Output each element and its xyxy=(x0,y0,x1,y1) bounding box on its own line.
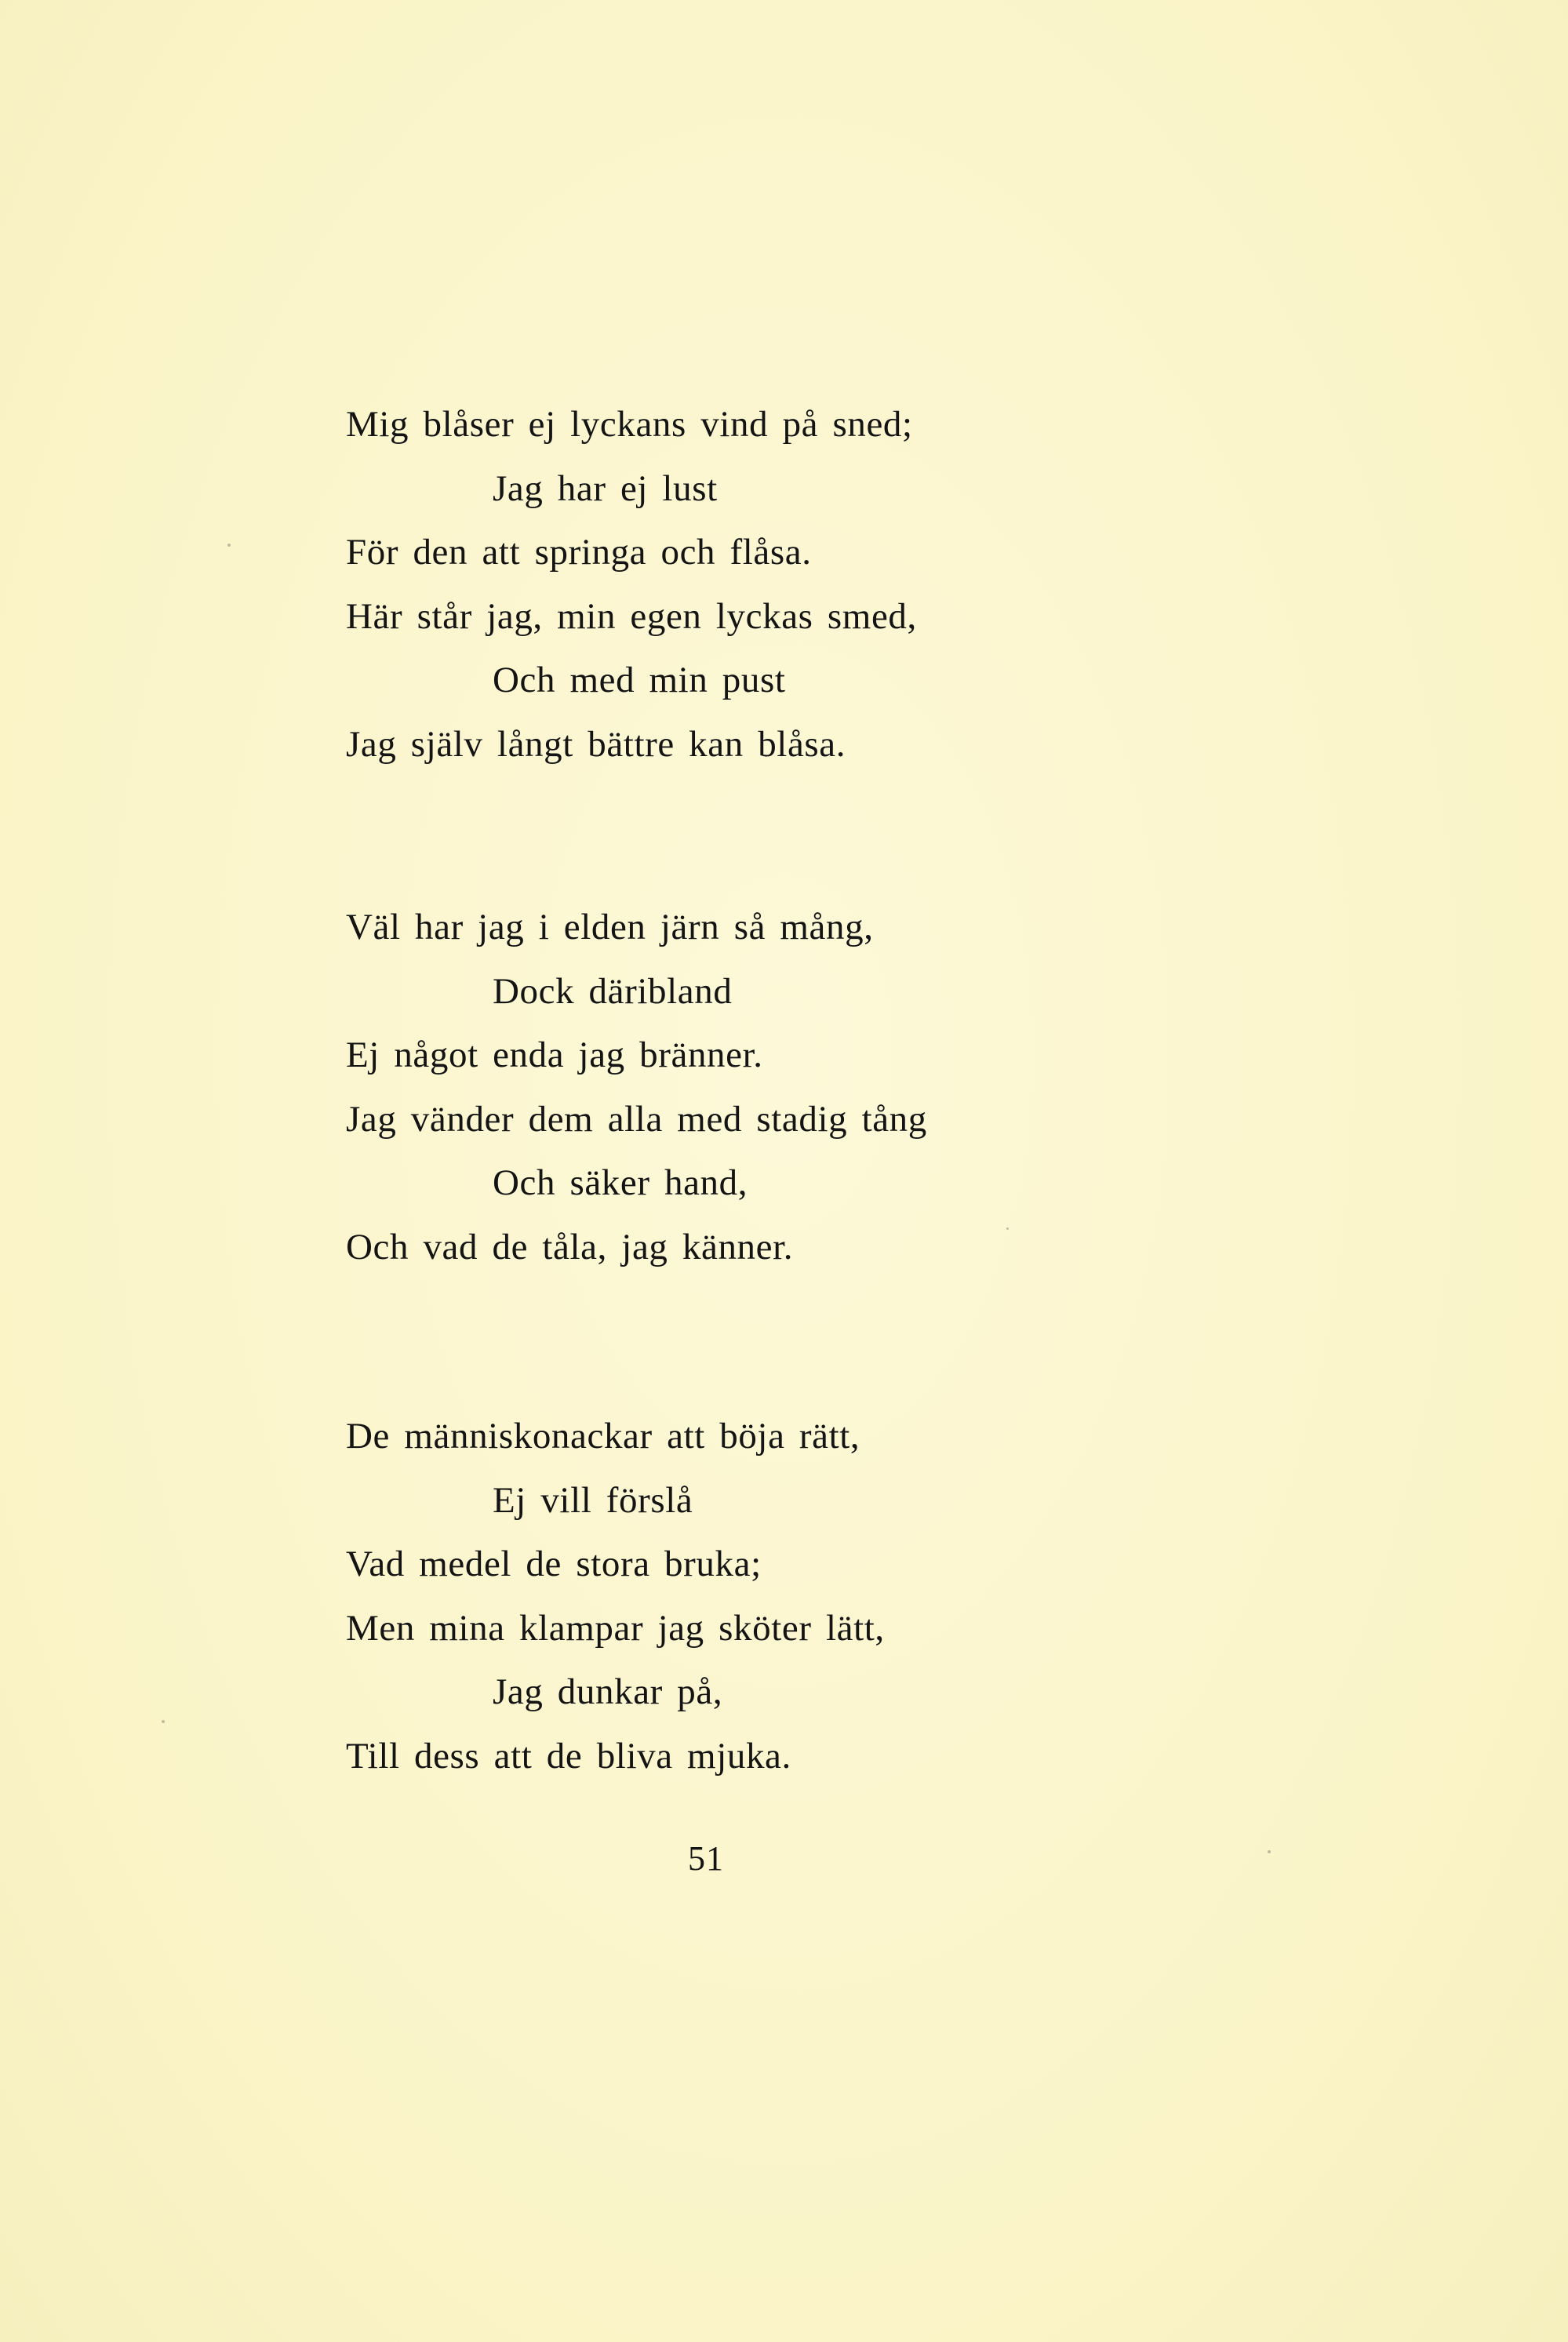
poem-stanza-3 xyxy=(346,1405,1287,1788)
poem-line-indented: Jag dunkar på, xyxy=(493,1671,723,1712)
page-number: 51 xyxy=(688,1839,724,1878)
poem-line: De människonackar att böja rätt, xyxy=(346,1416,860,1456)
poem-line: Jag vänder dem alla med stadig tång xyxy=(346,1098,927,1140)
poem-line: Mig blåser ej lyckans vind på sned; xyxy=(346,404,913,445)
poem-line: Här står jag, min egen lyckas smed, xyxy=(346,595,917,637)
poem-line-indented: Ej vill förslå xyxy=(493,1479,693,1521)
poem-line: Och vad de tåla, jag känner. xyxy=(346,1226,794,1267)
paper-speck xyxy=(1006,1227,1009,1230)
poem-line: Ej något enda jag bränner. xyxy=(346,1035,763,1075)
paper-speck xyxy=(162,1720,165,1723)
paper-speck xyxy=(1268,1850,1271,1853)
poem-line-indented: Dock däribland xyxy=(493,970,733,1012)
poem-line: Jag själv långt bättre kan blåsa. xyxy=(346,723,846,765)
poem-line: För den att springa och flåsa. xyxy=(346,532,812,573)
poem-line: Men mina klampar jag sköter lätt, xyxy=(346,1607,885,1649)
poem-line-indented: Och säker hand, xyxy=(493,1162,748,1203)
paper-speck xyxy=(227,544,231,547)
poem-line-indented: Och med min pust xyxy=(493,660,786,700)
poem-line: Till dess att de bliva mjuka. xyxy=(346,1735,791,1777)
poem-line: Vad medel de stora bruka; xyxy=(346,1544,762,1584)
poem-line-indented: Jag har ej lust xyxy=(493,467,718,509)
poem-line: Väl har jag i elden järn så mång, xyxy=(346,907,874,947)
poem-stanza-2 xyxy=(346,896,1287,1279)
poem-stanza-1 xyxy=(346,393,1287,776)
